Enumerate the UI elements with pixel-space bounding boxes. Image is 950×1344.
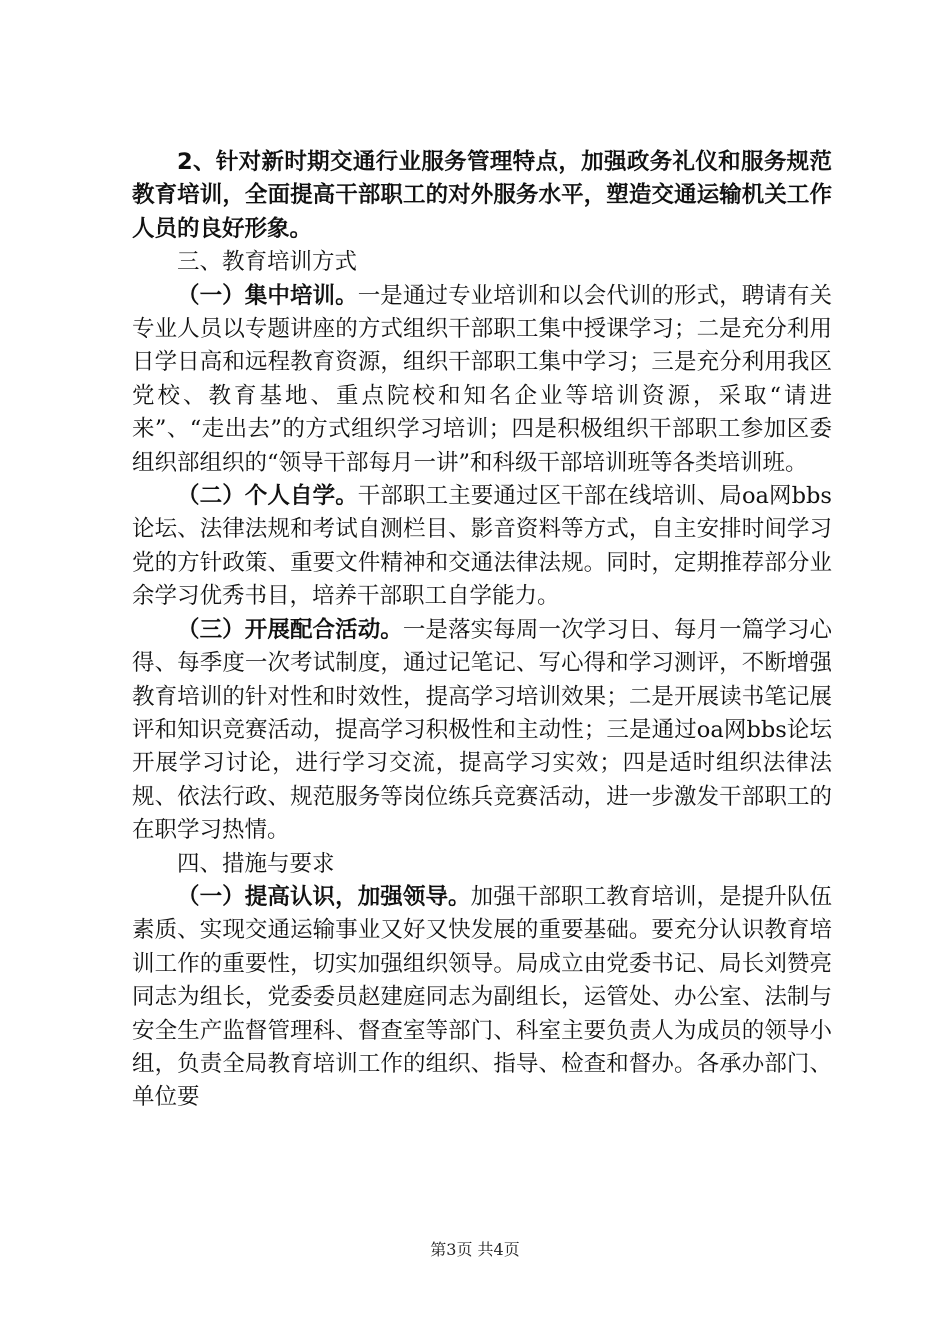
page-number: 第3页 共4页 [430,1240,520,1259]
section-heading-measures [132,848,832,881]
paragraph-centralized-training [132,280,832,480]
paragraph-self-study [132,480,832,614]
paragraph-lead: （三）开展配合活动。 [177,616,403,643]
paragraph-text: 干部职工主要通过区干部在线培训、局oa网bbs论坛、法律法规和考试自测栏目、影音资料等方式，自主安排时间学习党的方针政策、重要文件精神和交通法律法规。同时，定期推荐部分业余学习优秀书目，培养干部职工自学能力。 [132,483,832,610]
heading-text: 四、措施与要求 [177,850,335,877]
paragraph-text: 一是通过专业培训和以会代训的形式，聘请有关专业人员以专题讲座的方式组织干部职工集中授课学习；二是充分利用日学日高和远程教育资源，组织干部职工集中学习；三是充分利用我区党校、教育基地、重点院校和知名企业等培训资源，采取“请进来”、“走出去”的方式组织学习培训；四是积极组织干部职工参加区委组织部组织的“领导干部每月一讲”和科级干部培训班等各类培训班。 [132,282,832,476]
paragraph-lead: （二）个人自学。 [177,483,358,510]
page-footer [0,1240,950,1260]
paragraph-text: 一是落实每周一次学习日、每月一篇学习心得、每季度一次考试制度，通过记笔记、写心得和学习测评，不断增强教育培训的针对性和时效性，提高学习培训效果；二是开展读书笔记展评和知识竞赛活动，提高学习积极性和主动性；三是通过oa网bbs论坛开展学习讨论，进行学习交流，提高学习实效；四是适时组织法律法规、依法行政、规范服务等岗位练兵竞赛活动，进一步激发干部职工的在职学习热情。 [132,616,832,844]
paragraph-lead: （一）提高认识，加强领导。 [177,883,471,910]
paragraph-supporting-activities [132,614,832,848]
heading-text: 三、教育培训方式 [177,249,358,276]
paragraph-text: 加强干部职工教育培训，是提升队伍素质、实现交通运输事业又好又快发展的重要基础。要充分认识教育培训工作的重要性，切实加强组织领导。局成立由党委书记、局长刘赞亮同志为组长，党委委员赵建庭同志为副组长，运管处、办公室、法制与安全生产监督管理科、督查室等部门、科室主要负责人为成员的领导小组，负责全局教育培训工作的组织、指导、检查和督办。各承办部门、单位要 [132,883,832,1111]
paragraph-service-training [132,146,832,246]
paragraph-text: 2、针对新时期交通行业服务管理特点，加强政务礼仪和服务规范教育培训，全面提高干部职工的对外服务水平，塑造交通运输机关工作人员的良好形象。 [132,149,832,242]
document-body [132,146,832,1115]
paragraph-leadership [132,881,832,1115]
paragraph-lead: （一）集中培训。 [177,282,358,309]
section-heading-training-methods [132,246,832,279]
